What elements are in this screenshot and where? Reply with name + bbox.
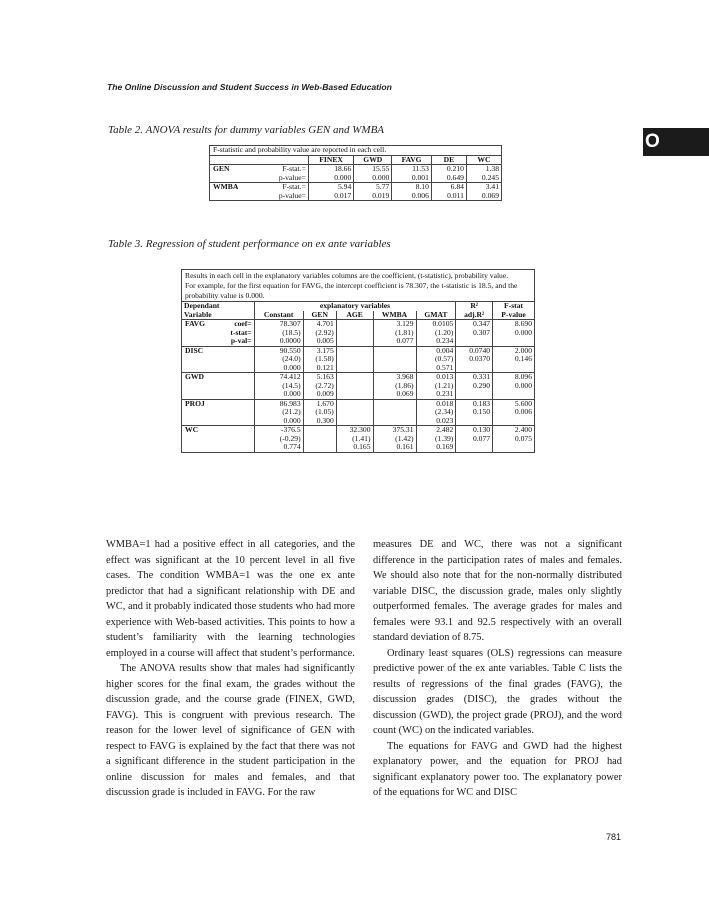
table2-cell: 0.245 bbox=[466, 174, 501, 183]
table3-f-cell: 8.690 bbox=[493, 320, 535, 329]
table3-cell: 0.069 bbox=[373, 390, 416, 399]
table3-dependant-header: Dependant bbox=[184, 301, 220, 310]
table3-row-label bbox=[218, 382, 254, 391]
right-text-column bbox=[373, 537, 622, 801]
table3-r2-cell bbox=[456, 337, 493, 346]
table3-variable-header: Variable bbox=[182, 311, 255, 320]
table3-col-header: Constant bbox=[254, 311, 303, 320]
table3-cell bbox=[336, 399, 373, 408]
table3-cell: (1.81) bbox=[373, 329, 416, 338]
table3-col-header: AGE bbox=[336, 311, 373, 320]
table2-var bbox=[210, 192, 259, 201]
table3-dependent-var bbox=[182, 337, 218, 346]
table3-cell: (0.57) bbox=[416, 355, 456, 364]
table3-cell: (21.2) bbox=[254, 408, 303, 417]
table2-cell: 3.41 bbox=[466, 183, 501, 192]
table3-cell: 1.670 bbox=[303, 399, 336, 408]
table-row bbox=[182, 337, 535, 346]
table3-cell: 0.000 bbox=[254, 390, 303, 399]
table2-cell: 11.53 bbox=[392, 165, 432, 174]
table2-cell: 1.38 bbox=[466, 165, 501, 174]
table3-dependent-var: GWD bbox=[185, 372, 204, 381]
table3-cell: (1.41) bbox=[336, 435, 373, 444]
page-number: 781 bbox=[606, 832, 622, 842]
table3-row-label: coef= bbox=[234, 319, 252, 328]
table2-cell: 5.77 bbox=[354, 183, 392, 192]
table3-cell: 0.231 bbox=[416, 390, 456, 399]
table3-cell bbox=[336, 320, 373, 329]
table3-r2-cell bbox=[456, 443, 493, 452]
table3-row-label bbox=[218, 373, 254, 382]
table2-cell: 18.66 bbox=[308, 165, 353, 174]
table3-fstat-header: F-stat bbox=[493, 302, 535, 311]
table3-row-label bbox=[218, 426, 254, 435]
table2-cell: 0.019 bbox=[354, 192, 392, 201]
table3-dependent-var bbox=[182, 435, 218, 444]
table3-cell bbox=[336, 364, 373, 373]
table3-row-label: p-val= bbox=[218, 337, 254, 346]
table3-cell bbox=[336, 373, 373, 382]
anova-table bbox=[209, 145, 502, 201]
table3-cell: 74.412 bbox=[254, 373, 303, 382]
table3-cell bbox=[373, 408, 416, 417]
table3-cell: (2.92) bbox=[303, 329, 336, 338]
table3-cell: 3.968 bbox=[373, 373, 416, 382]
table3-cell bbox=[336, 337, 373, 346]
table3-cell: 0.000 bbox=[254, 364, 303, 373]
table3-cell bbox=[373, 346, 416, 355]
table3-cell: 0.018 bbox=[416, 399, 456, 408]
table3-adjr2-header: adj.R² bbox=[456, 311, 493, 320]
table3-cell bbox=[336, 329, 373, 338]
table3-r2-cell: 0.0370 bbox=[456, 355, 493, 364]
table3-r2-cell: 0.077 bbox=[456, 435, 493, 444]
table3-f-cell bbox=[493, 337, 535, 346]
table3-cell: 90.550 bbox=[254, 346, 303, 355]
table3-cell: (1.42) bbox=[373, 435, 416, 444]
table3-f-cell: 8.096 bbox=[493, 373, 535, 382]
table2-note: F-statistic and probability value are reported in each cell. bbox=[210, 146, 502, 156]
table2-var: GEN bbox=[213, 164, 230, 173]
running-header: The Online Discussion and Student Success in Web-Based Education bbox=[107, 82, 392, 92]
table3-cell: 2.482 bbox=[416, 426, 456, 435]
table3-col-header: GMAT bbox=[416, 311, 456, 320]
table3-row-label bbox=[218, 417, 254, 426]
table3-r2-cell: 0.130 bbox=[456, 426, 493, 435]
table3-cell: 0.009 bbox=[303, 390, 336, 399]
table3-r2-cell: 0.0740 bbox=[456, 346, 493, 355]
table-row bbox=[210, 192, 502, 201]
table3-cell: 3.175 bbox=[303, 346, 336, 355]
table2-col-header: FINEX bbox=[308, 155, 353, 165]
table2-col-header: GWD bbox=[354, 155, 392, 165]
body-paragraph: measures DE and WC, there was not a significant difference in the participation rates of males and females. We should also note that for the non-normally distributed variable DISC, the discussion grade, males only slightly outperformed females. The average grades for males and females were 93.1 and 92.5 respectively with an overall standard deviation of 8.75. bbox=[373, 539, 622, 643]
table3-cell: (1.39) bbox=[416, 435, 456, 444]
table2-col-header: WC bbox=[466, 155, 501, 165]
table3-cell: 0.121 bbox=[303, 364, 336, 373]
table3-r2-cell: 0.290 bbox=[456, 382, 493, 391]
table3-dependent-var bbox=[182, 390, 218, 399]
table3-r2-cell: 0.307 bbox=[456, 329, 493, 338]
table3-cell bbox=[336, 355, 373, 364]
body-paragraph: Ordinary least squares (OLS) regressions can measure predictive power of the ex ante variables. Table C lists the results of regressions of the final grades (FAVG), the discussion grades (DISC), the grades without the discussion (GWD), the project grade (PROJ), and the word count (WC) on the indicated variables. bbox=[373, 647, 622, 736]
table3-cell: (24.0) bbox=[254, 355, 303, 364]
table3-f-cell: 5.600 bbox=[493, 399, 535, 408]
table-row bbox=[182, 408, 535, 417]
table2-cell: 6.84 bbox=[431, 183, 466, 192]
section-tab-marker bbox=[643, 128, 709, 156]
table3-cell: -376.5 bbox=[254, 426, 303, 435]
table3-f-cell: 0.146 bbox=[493, 355, 535, 364]
table3-cell: (-0.29) bbox=[254, 435, 303, 444]
table3-r2-header: R² bbox=[456, 302, 493, 311]
table3-r2-cell: 0.183 bbox=[456, 399, 493, 408]
table3-cell bbox=[336, 390, 373, 399]
table3-r2-cell: 0.331 bbox=[456, 373, 493, 382]
table3-cell: 0.004 bbox=[416, 346, 456, 355]
table3-cell: (1.58) bbox=[303, 355, 336, 364]
table3-cell: 0.169 bbox=[416, 443, 456, 452]
table3-f-cell: 2.000 bbox=[493, 346, 535, 355]
table-row bbox=[182, 382, 535, 391]
table-row bbox=[182, 390, 535, 399]
table3-pvalue-header: P-value bbox=[493, 311, 535, 320]
table3-dependent-var bbox=[182, 408, 218, 417]
table3-cell: (14.5) bbox=[254, 382, 303, 391]
table3-cell: 86.983 bbox=[254, 399, 303, 408]
table2-cell: 0.011 bbox=[431, 192, 466, 201]
table3-note bbox=[182, 270, 535, 302]
table3-col-header: WMBA bbox=[373, 311, 416, 320]
table3-cell bbox=[336, 346, 373, 355]
table2-cell: 0.649 bbox=[431, 174, 466, 183]
table3-cell bbox=[303, 426, 336, 435]
table3-f-cell: 0.006 bbox=[493, 408, 535, 417]
table3-f-cell bbox=[493, 390, 535, 399]
body-paragraph: The ANOVA results show that males had significantly higher scores for the final exam, the grades without the discussion grade, and the course grade (FINEX, GWD, FAVG). This is congruent with previous research. The reason for the lower level of significance of GEN with respect to FAVG is explained by the fact that there was not a significant difference in the student participation in the online discussion for males and females, and that discussion grade is included in FAVG. For the raw bbox=[106, 663, 355, 798]
table2-stat-label: F-stat.= bbox=[282, 182, 306, 191]
table3-cell: 3.129 bbox=[373, 320, 416, 329]
table2-cell: 0.017 bbox=[308, 192, 353, 201]
table3-cell: (2.72) bbox=[303, 382, 336, 391]
table3-cell bbox=[336, 382, 373, 391]
table2-col-header: FAVG bbox=[392, 155, 432, 165]
table2-cell: 0.210 bbox=[431, 165, 466, 174]
table3-f-cell bbox=[493, 443, 535, 452]
table3-row-label bbox=[218, 399, 254, 408]
table3-cell: (1.86) bbox=[373, 382, 416, 391]
table3-f-cell: 0.075 bbox=[493, 435, 535, 444]
table3-r2-cell: 0.150 bbox=[456, 408, 493, 417]
table3-cell: 0.000 bbox=[254, 417, 303, 426]
table3-cell: 5.163 bbox=[303, 373, 336, 382]
table3-row-label bbox=[218, 443, 254, 452]
body-paragraph: WMBA=1 had a positive effect in all categories, and the effect was significant at the 10 percent level in all five cases. The condition WMBA=1 was the one ex ante predictor that had a significant relationship with DE and WC, and it probably indicated those students who had more experience with Web-based activities. This points to how a student’s familiarity with the learning technologies employed in a course will affect that student’s performance. bbox=[106, 539, 355, 659]
table3-cell: 0.161 bbox=[373, 443, 416, 452]
table3-cell: (2.34) bbox=[416, 408, 456, 417]
table3-row-label bbox=[218, 364, 254, 373]
table3-cell: (1.20) bbox=[416, 329, 456, 338]
table3-col-header: GEN bbox=[303, 311, 336, 320]
table3-cell: 375.31 bbox=[373, 426, 416, 435]
table3-cell bbox=[303, 443, 336, 452]
regression-table bbox=[181, 269, 535, 453]
table3-dependent-var: PROJ bbox=[185, 398, 205, 408]
table3-cell: (1.05) bbox=[303, 408, 336, 417]
table2-cell: 0.069 bbox=[466, 192, 501, 201]
table3-cell: 0.0000 bbox=[254, 337, 303, 346]
table2-cell: 15.55 bbox=[354, 165, 392, 174]
table2-cell: 8.10 bbox=[392, 183, 432, 192]
table3-f-cell: 0.000 bbox=[493, 329, 535, 338]
table3-cell: (1.21) bbox=[416, 382, 456, 391]
table-row bbox=[182, 443, 535, 452]
table3-note-line: Results in each cell in the explanatory variables columns are the coefficient, (t-statistic), probability value. bbox=[185, 271, 509, 280]
table2-cell: 0.000 bbox=[308, 174, 353, 183]
table3-r2-cell: 0.347 bbox=[456, 320, 493, 329]
table3-row-label bbox=[218, 355, 254, 364]
table2-cell: 0.000 bbox=[354, 174, 392, 183]
table2-var: WMBA bbox=[213, 182, 239, 191]
table3-cell: 0.013 bbox=[416, 373, 456, 382]
table3-cell: 0.300 bbox=[303, 417, 336, 426]
table3-row-label: t-stat= bbox=[230, 327, 252, 337]
table3-f-cell: 2.400 bbox=[493, 426, 535, 435]
table3-cell: 0.774 bbox=[254, 443, 303, 452]
table3-dependent-var: WC bbox=[185, 425, 199, 434]
table2-stat-label: p-value= bbox=[258, 174, 308, 183]
table3-note-line: For example, for the first equation for FAVG, the intercept coefficient is 78.307, the t-statistic is 18.5, and the probability value is 0.000. bbox=[185, 281, 518, 300]
table3-dependent-var: DISC bbox=[185, 345, 204, 355]
table3-cell: 0.165 bbox=[336, 443, 373, 452]
table-row bbox=[182, 355, 535, 364]
table3-cell bbox=[336, 408, 373, 417]
table3-cell: 78.307 bbox=[254, 320, 303, 329]
section-tab-letter: O bbox=[645, 131, 660, 152]
table3-cell: 0.005 bbox=[303, 337, 336, 346]
table3-cell: 0.023 bbox=[416, 417, 456, 426]
table3-cell: (18.5) bbox=[254, 329, 303, 338]
table2-caption: Table 2. ANOVA results for dummy variables GEN and WMBA bbox=[108, 124, 385, 136]
table3-body bbox=[182, 320, 535, 453]
table3-cell: 0.234 bbox=[416, 337, 456, 346]
table3-cell bbox=[373, 399, 416, 408]
table3-row-label bbox=[218, 390, 254, 399]
left-text-column bbox=[106, 537, 355, 801]
table2-cell: 0.001 bbox=[392, 174, 432, 183]
table3-r2-cell bbox=[456, 390, 493, 399]
table3-cell: 0.077 bbox=[373, 337, 416, 346]
table2-cell: 0.006 bbox=[392, 192, 432, 201]
body-paragraph: The equations for FAVG and GWD had the highest explanatory power, and the equation for PROJ had significant explanatory power too. The explanatory power of the equations for WC and DISC bbox=[373, 740, 622, 798]
table3-dependent-var: FAVG bbox=[185, 319, 205, 328]
table3-dependent-var bbox=[182, 443, 218, 452]
table3-caption: Table 3. Regression of student performance on ex ante variables bbox=[108, 238, 391, 250]
table3-cell: 32.300 bbox=[336, 426, 373, 435]
table3-row-label bbox=[218, 346, 254, 355]
table2-stat-label: F-stat.= bbox=[282, 164, 306, 173]
table3-cell bbox=[373, 355, 416, 364]
table3-dependent-var bbox=[182, 355, 218, 364]
table2-col-header: DE bbox=[431, 155, 466, 165]
table3-row-label bbox=[218, 408, 254, 417]
table3-cell: 4.701 bbox=[303, 320, 336, 329]
table3-cell: 0.0105 bbox=[416, 320, 456, 329]
table3-row-label bbox=[218, 435, 254, 444]
table3-dependent-var bbox=[182, 329, 218, 338]
table3-f-cell: 0.000 bbox=[493, 382, 535, 391]
table3-dependent-var bbox=[182, 382, 218, 391]
table3-cell: 0.571 bbox=[416, 364, 456, 373]
table2-stat-label: p-value= bbox=[278, 190, 306, 200]
table3-cell bbox=[303, 435, 336, 444]
table2-cell: 5.94 bbox=[308, 183, 353, 192]
table3-explanatory-header: explanatory variables bbox=[254, 302, 456, 311]
